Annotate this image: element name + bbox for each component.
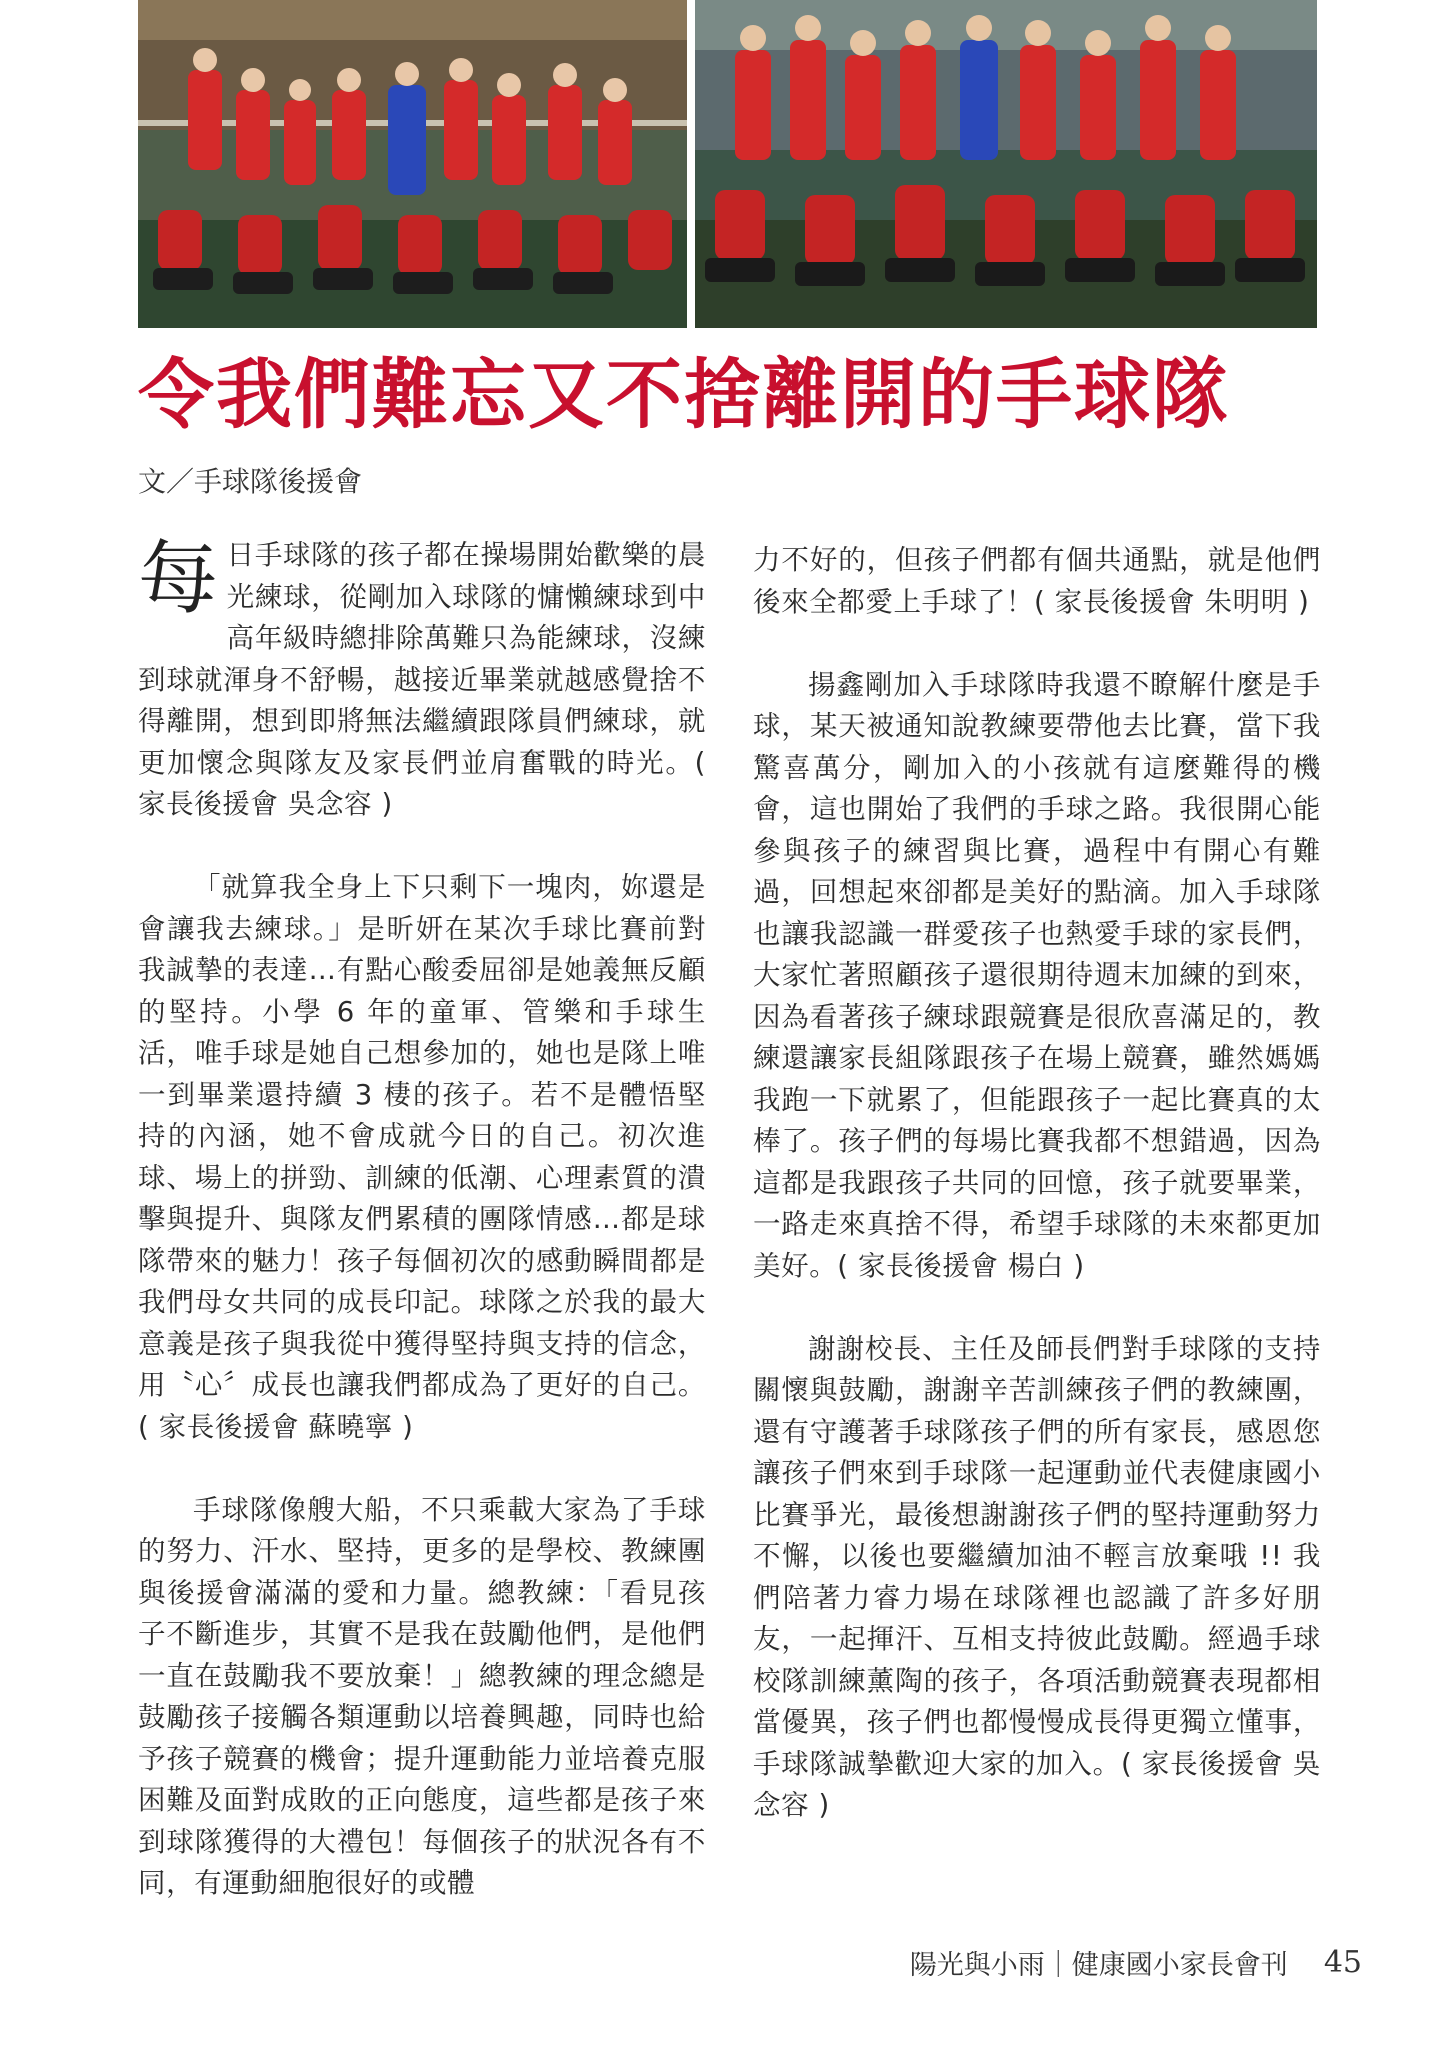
article-byline: 文／手球隊後援會	[138, 465, 363, 498]
article-paragraph: 力不好的，但孩子們都有個共通點，就是他們後來全都愛上手球了！( 家長後援會 朱明明 )	[753, 544, 1321, 618]
paragraph-text: 日手球隊的孩子都在操場開始歡樂的晨光練球，從剛加入球隊的慵懶練球到中高年級時總排除萬難只為能練球，沒練到球就渾身不舒暢，越接近畢業就越感覺捨不得離開，想到即將無法繼續跟隊員們練球，就更加懷念與隊友及家長們並肩奮戰的時光。( 家長後援會 吳念容 )	[138, 539, 706, 820]
article-column-left	[138, 532, 706, 1946]
article-paragraph: 「就算我全身上下只剩下一塊肉，妳還是會讓我去練球。」是昕妍在某次手球比賽前對我誠摯的表達…有點心酸委屈卻是她義無反顧的堅持。小學 6 年的童軍、管樂和手球生活，唯手球是她自己想參加的，她也是隊上唯一到畢業還持續 3 棲的孩子。若不是體悟堅持的內涵，她不會成就今日的自己。初次進球、場上的拼勁、訓練的低潮、心理素質的潰擊與提升、與隊友們累積的團隊情感…都是球隊帶來的魅力！孩子每個初次的感動瞬間都是我們母女共同的成長印記。球隊之於我的最大意義是孩子與我從中獲得堅持與支持的信念，用〝心〞成長也讓我們都成為了更好的自己。( 家長後援會 蘇曉寧 )	[138, 871, 706, 1443]
article-paragraph: 揚鑫剛加入手球隊時我還不瞭解什麼是手球，某天被通知說教練要帶他去比賽，當下我驚喜萬分，剛加入的小孩就有這麼難得的機會，這也開始了我們的手球之路。我很開心能參與孩子的練習與比賽，過程中有開心有難過，回想起來卻都是美好的點滴。加入手球隊也讓我認識一群愛孩子也熱愛手球的家長們，大家忙著照顧孩子還很期待週末加練的到來，因為看著孩子練球跟競賽是很欣喜滿足的，教練還讓家長組隊跟孩子在場上競賽，雖然媽媽我跑一下就累了，但能跟孩子一起比賽真的太棒了。孩子們的每場比賽我都不想錯過，因為這都是我跟孩子共同的回憶，孩子就要畢業，一路走來真捨不得，希望手球隊的未來都更加美好。( 家長後援會 楊白 )	[753, 668, 1321, 1282]
article-title: 令我們難忘又不捨離開的手球隊	[138, 350, 1230, 439]
publication-name: 陽光與小雨｜健康國小家長會刊	[909, 1949, 1288, 1981]
page-number: 45	[1323, 1944, 1362, 1980]
page-footer	[910, 1940, 1362, 1984]
article-paragraph: 手球隊像艘大船，不只乘載大家為了手球的努力、汗水、堅持，更多的是學校、教練團與後援會滿滿的愛和力量。總教練：「看見孩子不斷進步，其實不是我在鼓勵他們，是他們一直在鼓勵我不要放棄！」總教練的理念總是鼓勵孩子接觸各類運動以培養興趣，同時也給予孩子競賽的機會；提升運動能力並培養克服困難及面對成敗的正向態度，這些都是孩子來到球隊獲得的大禮包！每個孩子的狀況各有不同，有運動細胞很好的或體	[138, 1493, 706, 1899]
team-photo-boys-image	[695, 0, 1317, 328]
drop-cap: 每	[138, 532, 219, 625]
article-column-right	[753, 540, 1321, 1868]
team-photo-right	[695, 0, 1317, 328]
team-photo-left	[138, 0, 687, 328]
article-paragraph	[138, 532, 706, 826]
team-photo-girls-image	[138, 0, 687, 328]
article-paragraph: 謝謝校長、主任及師長們對手球隊的支持關懷與鼓勵，謝謝辛苦訓練孩子們的教練團，還有守護著手球隊孩子們的所有家長，感恩您讓孩子們來到手球隊一起運動並代表健康國小比賽爭光，最後想謝謝孩子們的堅持運動努力不懈，以後也要繼續加油不輕言放棄哦 !! 我們陪著力睿力場在球隊裡也認識了許多好朋友，一起揮汗、互相支持彼此鼓勵。經過手球校隊訓練薰陶的孩子，各項活動競賽表現都相當優異，孩子們也都慢慢成長得更獨立懂事，手球隊誠摯歡迎大家的加入。( 家長後援會 吳念容 )	[753, 1332, 1321, 1821]
